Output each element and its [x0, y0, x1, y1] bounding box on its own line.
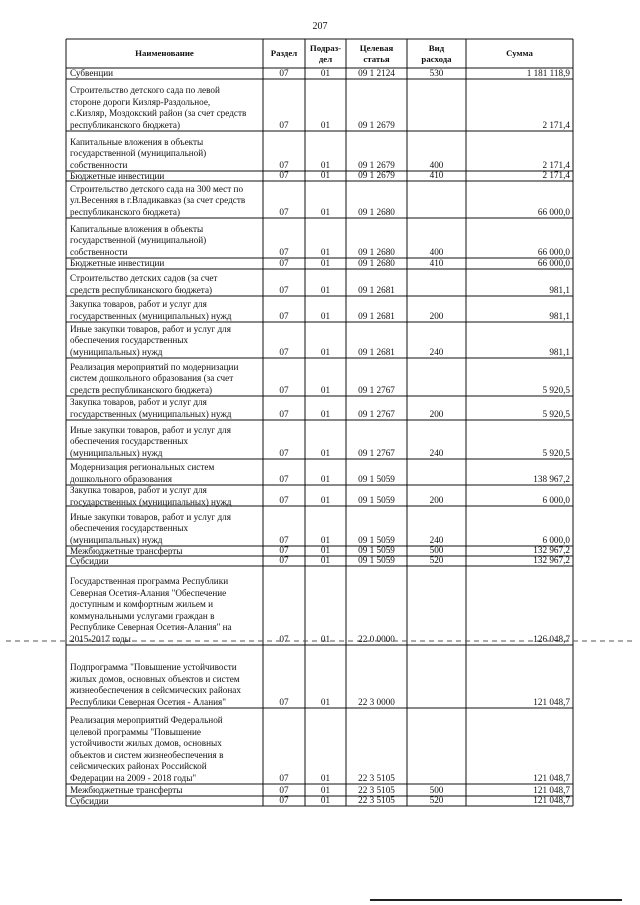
- row-subsection: 01: [320, 384, 331, 395]
- row-section: 07: [279, 206, 289, 217]
- name-line: республиканского бюджета): [70, 206, 181, 217]
- name-line: обеспечения государственных: [70, 523, 189, 533]
- row-amount: 1 181 118,9: [526, 67, 570, 78]
- row-article: 09 1 2679: [358, 119, 395, 130]
- row-section: 07: [279, 257, 289, 268]
- row-article: 22 3 5105: [358, 772, 395, 783]
- row-article: 09 1 5059: [358, 494, 395, 505]
- row-article: 09 1 5059: [358, 544, 395, 555]
- row-section: 07: [279, 246, 289, 257]
- name-line: Субсидии: [70, 556, 109, 566]
- name-line: систем дошкольного образования (за счет: [70, 373, 234, 383]
- row-name: [66, 662, 263, 708]
- row-name: [66, 258, 263, 270]
- row-amount: 132 967,2: [533, 554, 570, 565]
- row-section: 07: [279, 447, 289, 458]
- name-line: Субвенции: [70, 68, 114, 78]
- row-amount: 981,1: [549, 346, 570, 357]
- row-subsection: 01: [320, 119, 331, 130]
- row-expense-type: 410: [429, 257, 444, 268]
- name-line: Бюджетные инвестиции: [70, 258, 165, 268]
- row-article: 22 3 0000: [358, 696, 395, 707]
- name-line: средств республиканского бюджета): [70, 384, 213, 395]
- name-line: Государственная программа Республики: [70, 576, 229, 586]
- row-subsection: 01: [320, 159, 331, 170]
- row-section: 07: [279, 784, 289, 795]
- row-expense-type: 240: [429, 346, 444, 357]
- name-line: государственной (муниципальной): [70, 148, 207, 158]
- row-name: [66, 556, 263, 568]
- row-article: 09 1 2680: [358, 206, 395, 217]
- name-line: Иные закупки товаров, работ и услуг для: [70, 323, 231, 334]
- name-line: обеспечения государственных: [70, 436, 189, 446]
- row-amount: 138 967,2: [533, 473, 570, 484]
- row-section: 07: [279, 169, 289, 180]
- row-subsection: 01: [320, 473, 331, 484]
- row-expense-type: 400: [429, 246, 444, 257]
- name-line: ул.Весенняя в г.Владикавказ (за счет средств: [70, 195, 246, 205]
- name-line: Республике Северная Осетия-Алания" на: [70, 622, 232, 632]
- name-line: сейсмических районах Российской: [70, 761, 207, 771]
- row-expense-type: 530: [429, 67, 444, 78]
- name-line: жилых домов, основных объектов и систем: [70, 673, 240, 684]
- name-line: государственной (муниципальной): [70, 235, 207, 245]
- name-line: государственных (муниципальных) нужд: [70, 496, 232, 507]
- row-subsection: 01: [320, 494, 331, 505]
- row-amount: 6 000,0: [542, 534, 570, 545]
- row-amount: 2 171,4: [542, 119, 570, 130]
- header-expense-type: Вид расхода: [421, 43, 452, 64]
- row-name: [66, 785, 263, 797]
- row-subsection: 01: [320, 346, 331, 357]
- name-line: 2015-2017 годы: [70, 633, 131, 644]
- row-amount: 981,1: [549, 284, 570, 295]
- header-article: Целевая статья: [359, 43, 394, 64]
- row-subsection: 01: [320, 784, 331, 795]
- row-amount: 121 048,7: [533, 794, 570, 805]
- row-name: [66, 171, 263, 183]
- row-subsection: 01: [320, 169, 331, 180]
- row-article: 09 1 2767: [358, 408, 395, 419]
- row-name: [66, 273, 263, 296]
- row-article: 09 1 2681: [358, 346, 395, 357]
- row-section: 07: [279, 346, 289, 357]
- name-line: Субсидии: [70, 796, 109, 806]
- row-amount: 5 920,5: [542, 447, 570, 458]
- row-article: 09 1 2679: [358, 159, 395, 170]
- row-expense-type: 200: [429, 494, 444, 505]
- row-name: [66, 224, 263, 259]
- row-section: 07: [279, 544, 289, 555]
- row-subsection: 01: [320, 534, 331, 545]
- row-amount: 6 000,0: [542, 494, 570, 505]
- row-name: [66, 796, 263, 808]
- header-name: Наименование: [135, 48, 194, 59]
- name-line: Северная Осетия-Алания "Обеспечение: [70, 587, 227, 598]
- row-article: 22 3 5105: [358, 784, 395, 795]
- row-name: [66, 362, 263, 397]
- row-section: 07: [279, 159, 289, 170]
- row-article: 09 1 5059: [358, 554, 395, 565]
- name-line: Реализация мероприятий Федеральной: [70, 715, 223, 725]
- name-line: объектов и систем жизнеобеспечения в: [70, 749, 224, 760]
- row-section: 07: [279, 384, 289, 395]
- row-article: 09 1 2124: [358, 67, 395, 78]
- row-name: [66, 425, 263, 460]
- name-line: средств республиканского бюджета): [70, 284, 213, 295]
- row-article: 09 1 2679: [358, 169, 395, 180]
- row-article: 09 1 2767: [358, 447, 395, 458]
- row-section: 07: [279, 67, 289, 78]
- row-amount: 5 920,5: [542, 408, 570, 419]
- row-expense-type: 520: [429, 554, 444, 565]
- name-line: целевой программы "Повышение: [70, 726, 201, 737]
- name-line: собственности: [70, 159, 128, 170]
- name-line: устойчивости жилых домов, основных: [70, 738, 222, 748]
- row-amount: 121 048,7: [533, 784, 570, 795]
- row-name: [66, 85, 263, 131]
- name-line: стороне дороги Кизляр-Раздольное,: [70, 96, 211, 107]
- name-line: обеспечения государственных: [70, 335, 189, 345]
- header-amount: Сумма: [506, 48, 533, 59]
- row-name: [66, 299, 263, 322]
- row-amount: 66 000,0: [537, 246, 570, 257]
- row-section: 07: [279, 473, 289, 484]
- name-line: Подпрограмма "Повышение устойчивости: [70, 662, 237, 672]
- row-section: 07: [279, 119, 289, 130]
- name-line: государственных (муниципальных) нужд: [70, 408, 232, 419]
- row-subsection: 01: [320, 447, 331, 458]
- row-subsection: 01: [320, 408, 331, 419]
- row-name: [66, 184, 263, 219]
- name-line: Иные закупки товаров, работ и услуг для: [70, 424, 231, 435]
- row-article: 09 1 2681: [358, 310, 395, 321]
- name-line: Федерации на 2009 - 2018 годы": [70, 772, 197, 783]
- row-amount: 2 171,4: [542, 169, 570, 180]
- name-line: Модернизация региональных систем: [70, 462, 215, 472]
- row-section: 07: [279, 554, 289, 565]
- row-subsection: 01: [320, 633, 331, 644]
- row-subsection: 01: [320, 544, 331, 555]
- row-name: [66, 137, 263, 172]
- row-subsection: 01: [320, 284, 331, 295]
- row-section: 07: [279, 772, 289, 783]
- name-line: (муниципальных) нужд: [70, 447, 163, 458]
- row-amount: 2 171,4: [542, 159, 570, 170]
- name-line: Республики Северная Осетия - Алания": [70, 696, 226, 707]
- name-line: Реализация мероприятий по модернизации: [70, 361, 239, 372]
- row-article: 09 1 2680: [358, 246, 395, 257]
- row-article: 09 1 5059: [358, 534, 395, 545]
- name-line: коммунальными услугами граждан в: [70, 610, 215, 621]
- row-section: 07: [279, 633, 289, 644]
- row-amount: 121 048,7: [533, 696, 570, 707]
- row-article: 09 1 2681: [358, 284, 395, 295]
- name-line: с.Кизляр, Моздокский район (за счет средств: [70, 108, 247, 118]
- row-section: 07: [279, 284, 289, 295]
- row-section: 07: [279, 494, 289, 505]
- row-subsection: 01: [320, 310, 331, 321]
- row-subsection: 01: [320, 257, 331, 268]
- row-expense-type: 240: [429, 447, 444, 458]
- row-name: [66, 397, 263, 420]
- row-article: 22 0 0000: [358, 633, 395, 644]
- row-name: [66, 324, 263, 359]
- row-section: 07: [279, 794, 289, 805]
- name-line: государственных (муниципальных) нужд: [70, 310, 232, 321]
- row-amount: 5 920,5: [542, 384, 570, 395]
- row-article: 09 1 2680: [358, 257, 395, 268]
- header-section: Раздел: [270, 48, 298, 59]
- name-line: Закупка товаров, работ и услуг для: [70, 485, 207, 495]
- row-subsection: 01: [320, 696, 331, 707]
- row-article: 09 1 2767: [358, 384, 395, 395]
- name-line: (муниципальных) нужд: [70, 346, 163, 357]
- name-line: собственности: [70, 246, 128, 257]
- name-line: дошкольного образования: [70, 473, 172, 484]
- row-amount: 66 000,0: [537, 206, 570, 217]
- row-article: 22 3 5105: [358, 794, 395, 805]
- row-expense-type: 410: [429, 169, 444, 180]
- row-article: 09 1 5059: [358, 473, 395, 484]
- row-name: [66, 715, 263, 784]
- row-amount: 66 000,0: [537, 257, 570, 268]
- name-line: Бюджетные инвестиции: [70, 171, 165, 181]
- row-expense-type: 500: [429, 544, 444, 555]
- name-line: Капитальные вложения в объекты: [70, 223, 204, 234]
- row-expense-type: 200: [429, 408, 444, 419]
- row-section: 07: [279, 408, 289, 419]
- name-line: Строительство детского сада на 300 мест по: [70, 183, 244, 194]
- row-subsection: 01: [320, 554, 331, 565]
- name-line: Строительство детских садов (за счет: [70, 273, 218, 283]
- row-name: [66, 512, 263, 547]
- name-line: республиканского бюджета): [70, 119, 181, 130]
- row-name: [66, 576, 263, 645]
- name-line: Капитальные вложения в объекты: [70, 136, 204, 147]
- row-subsection: 01: [320, 206, 331, 217]
- row-amount: 132 967,2: [533, 544, 570, 555]
- row-amount: 981,1: [549, 310, 570, 321]
- row-expense-type: 200: [429, 310, 444, 321]
- row-section: 07: [279, 696, 289, 707]
- row-expense-type: 400: [429, 159, 444, 170]
- row-expense-type: 500: [429, 784, 444, 795]
- name-line: Закупка товаров, работ и услуг для: [70, 397, 207, 407]
- row-subsection: 01: [320, 246, 331, 257]
- row-subsection: 01: [320, 794, 331, 805]
- page-number: 207: [312, 21, 328, 32]
- name-line: (муниципальных) нужд: [70, 534, 163, 545]
- row-subsection: 01: [320, 67, 331, 78]
- name-line: доступным и комфортным жильем и: [70, 599, 214, 609]
- row-name: [66, 485, 263, 508]
- row-name: [66, 68, 263, 80]
- row-expense-type: 520: [429, 794, 444, 805]
- name-line: Иные закупки товаров, работ и услуг для: [70, 511, 231, 522]
- name-line: Строительство детского сада по левой: [70, 85, 220, 95]
- row-expense-type: 240: [429, 534, 444, 545]
- header-subsection: Подраз- дел: [309, 43, 342, 64]
- row-section: 07: [279, 534, 289, 545]
- row-amount: 126 048,7: [533, 633, 570, 644]
- name-line: Межбюджетные трансферты: [70, 546, 183, 556]
- row-subsection: 01: [320, 772, 331, 783]
- row-amount: 121 048,7: [533, 772, 570, 783]
- row-name: [66, 462, 263, 485]
- name-line: жизнеобеспечения в сейсмических районах: [70, 685, 241, 695]
- row-section: 07: [279, 310, 289, 321]
- name-line: Межбюджетные трансферты: [70, 784, 183, 795]
- name-line: Закупка товаров, работ и услуг для: [70, 299, 207, 309]
